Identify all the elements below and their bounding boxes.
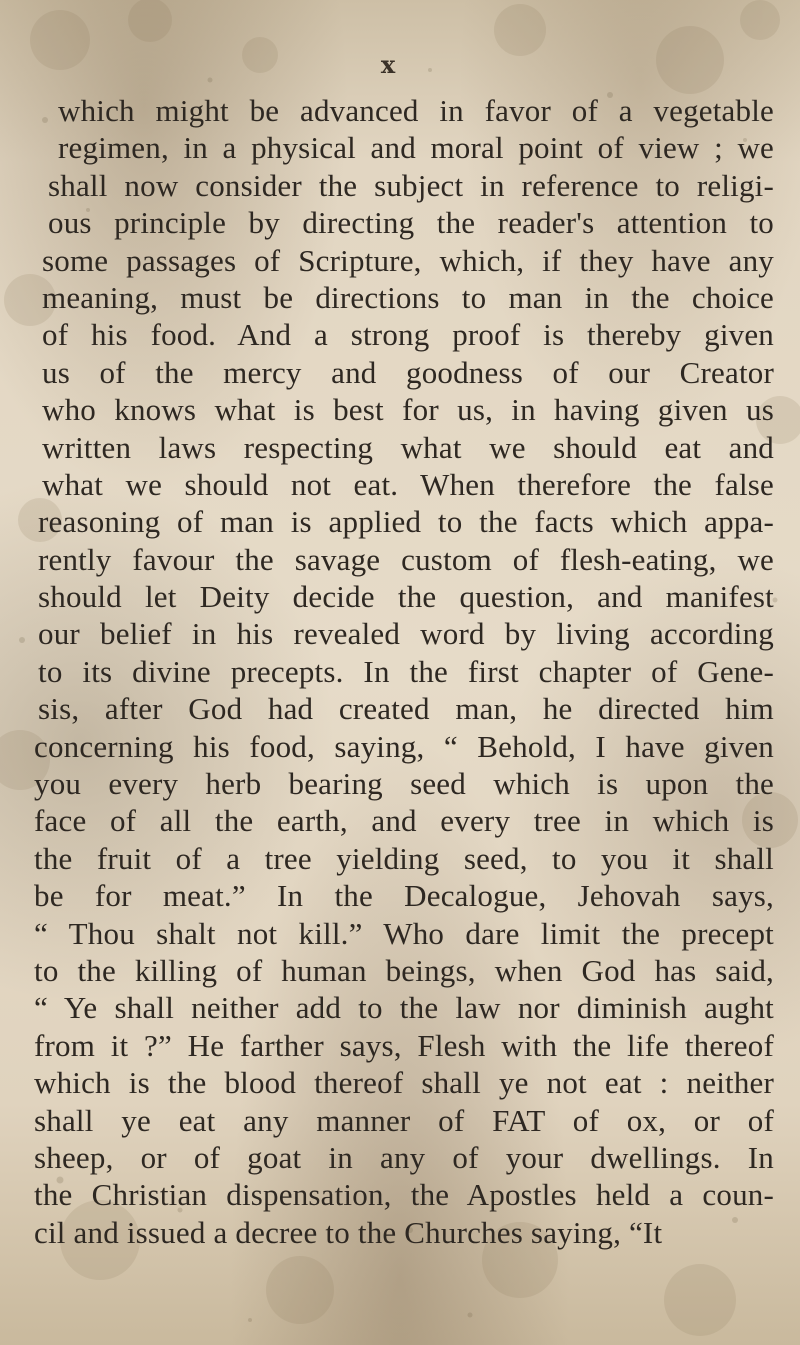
text-line: us of the mercy and goodness of our Creator — [42, 354, 774, 390]
text-line: of his food. And a strong proof is thereby given — [42, 317, 774, 353]
text-line: rently favour the savage custom of flesh-eating, we — [38, 541, 774, 577]
text-line: who knows what is best for us, in having given us — [42, 392, 774, 428]
text-line: face of all the earth, and every tree in which is — [34, 803, 774, 839]
text-line: should let Deity decide the question, and manifest — [38, 579, 774, 615]
text-line: shall ye eat any manner of FAT of ox, or of — [34, 1102, 774, 1138]
text-line: regimen, in a physical and moral point of view ; we — [58, 130, 774, 166]
text-line: which might be advanced in favor of a vegetable — [58, 93, 774, 128]
text-line: concerning his food, saying, “ Behold, I have given — [34, 728, 774, 764]
text-line: ous principle by directing the reader's attention to — [48, 205, 774, 241]
text-line: cil and issued a decree to the Churches saying, “It — [34, 1214, 663, 1250]
page-mark: x — [380, 50, 396, 79]
text-line: be for meat.” In the Decalogue, Jehovah says, — [34, 878, 774, 914]
text-line: the fruit of a tree yielding seed, to you it shall — [34, 840, 774, 876]
text-line: sheep, or of goat in any of your dwellings. In — [34, 1139, 774, 1175]
text-line: from it ?” He farther says, Flesh with the life thereof — [34, 1027, 774, 1063]
text-line: sis, after God had created man, he directed him — [38, 691, 774, 727]
text-line: the Christian dispensation, the Apostles held a coun- — [34, 1177, 774, 1213]
text-line: you every herb bearing seed which is upon the — [34, 766, 774, 802]
body-text — [28, 92, 774, 1251]
text-line: what we should not eat. When therefore the false — [42, 466, 774, 502]
text-line: to the killing of human beings, when God has said, — [34, 952, 774, 988]
text-line: written laws respecting what we should eat and — [42, 429, 774, 465]
text-line: shall now consider the subject in reference to religi- — [48, 167, 774, 203]
text-line: to its divine precepts. In the first chapter of Gene- — [38, 653, 774, 689]
text-line: “ Ye shall neither add to the law nor diminish aught — [34, 990, 774, 1026]
text-line: reasoning of man is applied to the facts which appa- — [38, 504, 774, 540]
text-line: which is the blood thereof shall ye not eat : neither — [34, 1065, 774, 1101]
text-line: our belief in his revealed word by living according — [38, 616, 774, 652]
text-line: meaning, must be directions to man in the choice — [42, 279, 774, 315]
text-line: some passages of Scripture, which, if they have any — [42, 242, 774, 278]
text-line: “ Thou shalt not kill.” Who dare limit the precept — [34, 915, 774, 951]
